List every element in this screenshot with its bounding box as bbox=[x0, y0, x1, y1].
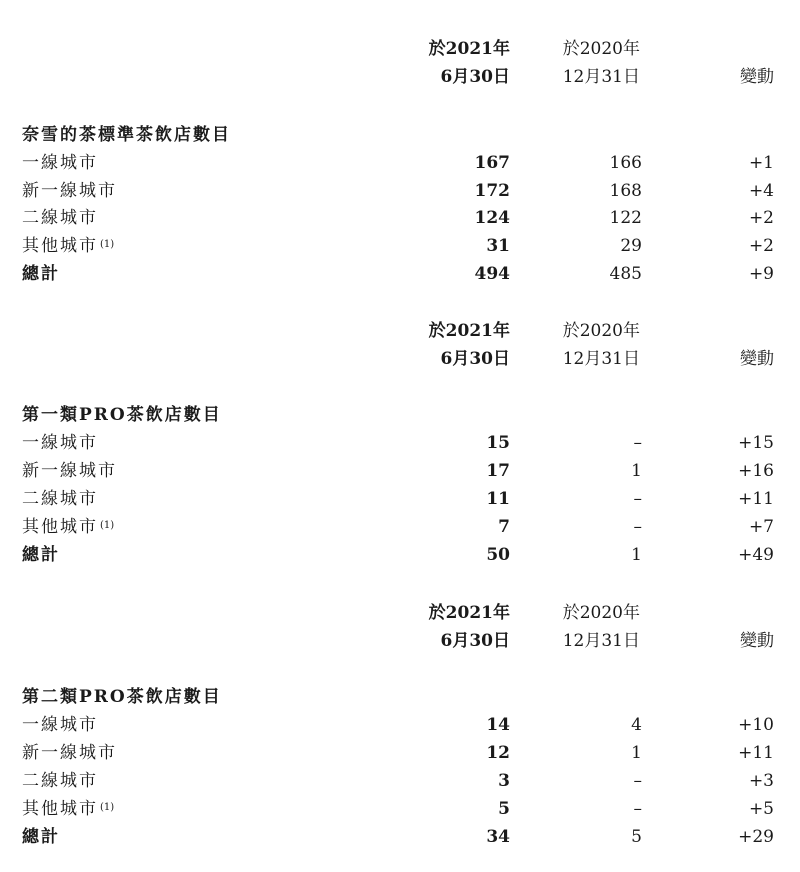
column-header-2021-line2: 6月30日 bbox=[440, 631, 510, 651]
value-2021: 7 bbox=[498, 517, 510, 537]
footnote-marker: (1) bbox=[100, 802, 115, 813]
value-change: +11 bbox=[738, 489, 774, 509]
row-label-text: 其他城市 bbox=[22, 236, 98, 256]
value-change: +10 bbox=[738, 715, 774, 735]
column-header-2021-line2: 6月30日 bbox=[440, 67, 510, 87]
value-2020: 4 bbox=[631, 715, 642, 735]
value-change: +4 bbox=[748, 181, 774, 201]
row-label-text: 其他城市 bbox=[22, 517, 98, 537]
column-header-2021-line1: 於2021年 bbox=[428, 39, 510, 59]
value-2021: 12 bbox=[486, 743, 510, 763]
section-title: 奈雪的茶標準茶飲店數目 bbox=[22, 125, 231, 145]
value-2020: 29 bbox=[620, 236, 642, 256]
table-section-pro-type-2 bbox=[0, 564, 800, 847]
row-label: 新一線城市 bbox=[22, 181, 117, 201]
table-section-standard bbox=[0, 0, 800, 284]
row-label-text: 其他城市 bbox=[22, 799, 98, 819]
column-header-2021-line1: 於2021年 bbox=[428, 603, 510, 623]
value-2020: 5 bbox=[631, 827, 642, 847]
value-change: +5 bbox=[748, 799, 774, 819]
value-change: +15 bbox=[738, 433, 774, 453]
row-label: 新一線城市 bbox=[22, 461, 117, 481]
row-label bbox=[22, 798, 114, 820]
value-2021: 31 bbox=[486, 236, 510, 256]
column-header-2020-line1: 於2020年 bbox=[562, 39, 640, 59]
value-2021: 15 bbox=[486, 433, 510, 453]
value-2020: – bbox=[633, 489, 642, 509]
value-2021: 167 bbox=[474, 153, 510, 173]
value-2021: 50 bbox=[486, 545, 510, 565]
column-header-2020-line2: 12月31日 bbox=[562, 349, 640, 369]
value-2021: 494 bbox=[474, 264, 510, 284]
column-header-change: 變動 bbox=[740, 631, 774, 651]
footnote-marker: (1) bbox=[100, 239, 115, 250]
value-2020: 168 bbox=[609, 181, 642, 201]
value-2020: 1 bbox=[631, 461, 642, 481]
value-2021: 124 bbox=[474, 208, 510, 228]
row-label: 一線城市 bbox=[22, 433, 98, 453]
footnote-marker: (1) bbox=[100, 520, 115, 531]
value-2020: 1 bbox=[631, 545, 642, 565]
section-title: 第一類PRO茶飲店數目 bbox=[22, 405, 222, 425]
value-2020: – bbox=[633, 433, 642, 453]
value-2021: 11 bbox=[486, 489, 510, 509]
row-label: 二線城市 bbox=[22, 771, 98, 791]
column-header-2020-line1: 於2020年 bbox=[562, 321, 640, 341]
value-2021: 17 bbox=[486, 461, 510, 481]
row-label bbox=[22, 516, 114, 538]
value-2021: 3 bbox=[498, 771, 510, 791]
column-header-2020-line2: 12月31日 bbox=[562, 631, 640, 651]
column-header-2020-line1: 於2020年 bbox=[562, 603, 640, 623]
row-label: 總計 bbox=[22, 545, 60, 565]
value-change: +2 bbox=[748, 208, 774, 228]
column-header-change: 變動 bbox=[740, 349, 774, 369]
value-2021: 14 bbox=[486, 715, 510, 735]
column-header-change: 變動 bbox=[740, 67, 774, 87]
row-label: 總計 bbox=[22, 264, 60, 284]
row-label bbox=[22, 235, 114, 257]
row-label: 總計 bbox=[22, 827, 60, 847]
value-2020: – bbox=[633, 799, 642, 819]
value-2020: – bbox=[633, 771, 642, 791]
value-change: +11 bbox=[738, 743, 774, 763]
column-header-2021-line1: 於2021年 bbox=[428, 321, 510, 341]
section-title: 第二類PRO茶飲店數目 bbox=[22, 687, 222, 707]
value-change: +29 bbox=[738, 827, 774, 847]
value-2020: – bbox=[633, 517, 642, 537]
value-change: +7 bbox=[748, 517, 774, 537]
value-2020: 1 bbox=[631, 743, 642, 763]
column-header-2021-line2: 6月30日 bbox=[440, 349, 510, 369]
value-change: +49 bbox=[738, 545, 774, 565]
value-2020: 485 bbox=[609, 264, 642, 284]
value-change: +2 bbox=[748, 236, 774, 256]
value-change: +16 bbox=[738, 461, 774, 481]
value-2021: 5 bbox=[498, 799, 510, 819]
value-2020: 166 bbox=[609, 153, 642, 173]
value-change: +1 bbox=[748, 153, 774, 173]
row-label: 二線城市 bbox=[22, 489, 98, 509]
value-2020: 122 bbox=[609, 208, 642, 228]
row-label: 新一線城市 bbox=[22, 743, 117, 763]
column-header-2020-line2: 12月31日 bbox=[562, 67, 640, 87]
value-2021: 34 bbox=[486, 827, 510, 847]
table-section-pro-type-1 bbox=[0, 282, 800, 565]
value-change: +9 bbox=[748, 264, 774, 284]
value-change: +3 bbox=[748, 771, 774, 791]
value-2021: 172 bbox=[474, 181, 510, 201]
row-label: 二線城市 bbox=[22, 208, 98, 228]
row-label: 一線城市 bbox=[22, 715, 98, 735]
row-label: 一線城市 bbox=[22, 153, 98, 173]
